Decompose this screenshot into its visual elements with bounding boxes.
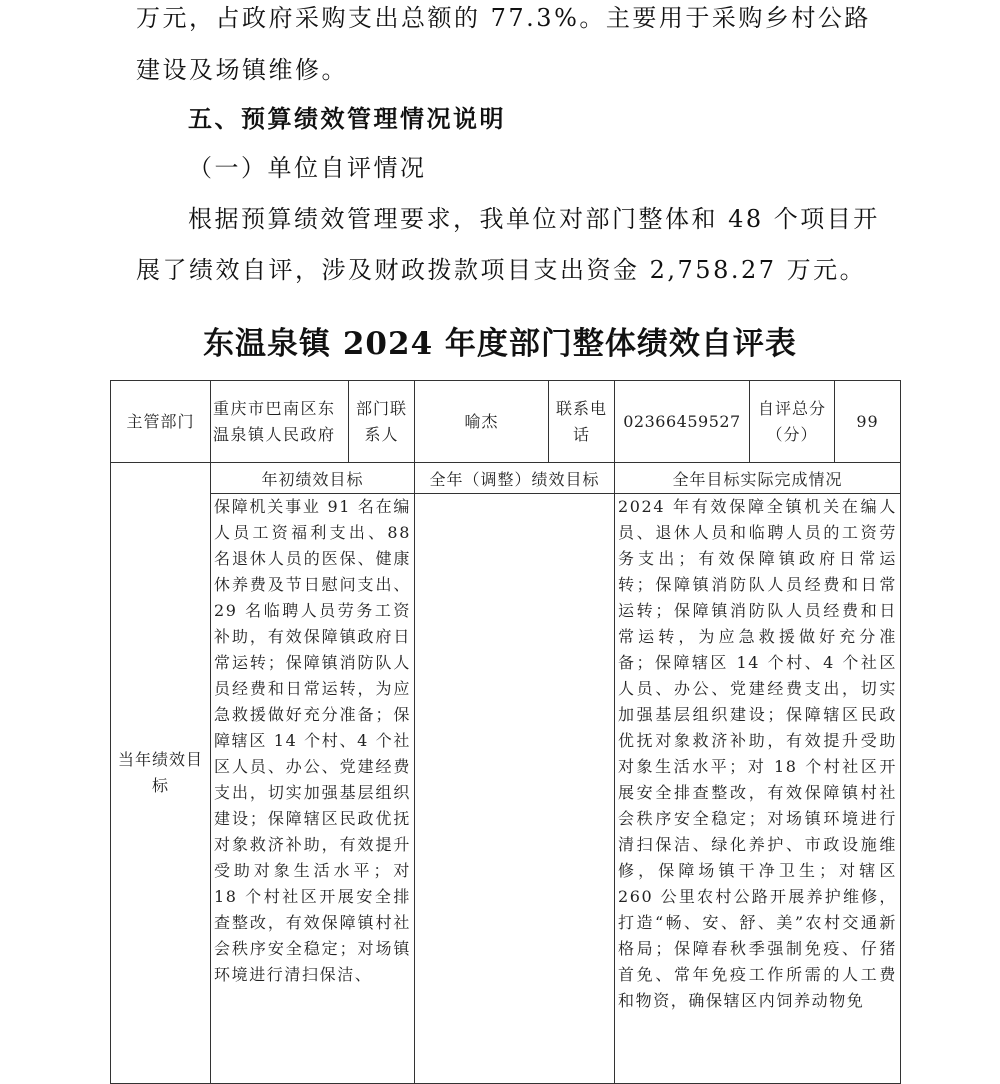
table-row xyxy=(111,463,901,494)
score-label-cell: 自评总分（分） xyxy=(750,381,835,463)
initial-goal-text: 保障机关事业 91 名在编人员工资福利支出、88 名退休人员的医保、健康休养费及节日慰问支出、29 名临聘人员劳务工资补助，有效保障镇政府日常运转；保障镇消防队人员经费和日常运转，为应急救援做好充分准备；保障辖区 14 个村、4 个社区人员、办公、党建经费支出，切实加强基层组织建设；保障辖区民政优抚对象救济补助，有效提升受助对象生活水平；对 18 个村社区开展安全排查整改，有效保障镇村社会秩序安全稳定；对场镇环境进行清扫保洁、 xyxy=(211,494,415,1084)
section-heading: 五、预算绩效管理情况说明 xyxy=(188,104,506,133)
paragraph-line: 万元，占政府采购支出总额的 77.3%。主要用于采购乡村公路 xyxy=(136,4,871,32)
col-header-actual: 全年目标实际完成情况 xyxy=(615,463,901,494)
self-evaluation-table xyxy=(110,380,901,1084)
score-value-cell: 99 xyxy=(835,381,901,463)
dept-label-cell: 主管部门 xyxy=(111,381,211,463)
col-header-initial: 年初绩效目标 xyxy=(211,463,415,494)
goal-label-cell: 当年绩效目标 xyxy=(111,463,211,1084)
col-header-adjusted: 全年（调整）绩效目标 xyxy=(415,463,615,494)
contact-label-cell: 部门联系人 xyxy=(349,381,415,463)
paragraph-line: 展了绩效自评，涉及财政拨款项目支出资金 2,758.27 万元。 xyxy=(136,256,867,284)
phone-value-cell: 02366459527 xyxy=(615,381,750,463)
table-row xyxy=(111,494,901,1084)
subsection-heading: （一）单位自评情况 xyxy=(188,154,427,182)
paragraph-line: 根据预算绩效管理要求，我单位对部门整体和 48 个项目开 xyxy=(188,205,880,233)
adjusted-goal-text xyxy=(415,494,615,1084)
table-row xyxy=(111,381,901,463)
paragraph-line: 建设及场镇维修。 xyxy=(136,56,348,84)
phone-label-cell: 联系电话 xyxy=(549,381,615,463)
table-title: 东温泉镇 2024 年度部门整体绩效自评表 xyxy=(203,326,797,362)
actual-completion-text: 2024 年有效保障全镇机关在编人员、退休人员和临聘人员的工资劳务支出；有效保障镇政府日常运转；保障镇消防队人员经费和日常运转；保障镇消防队人员经费和日常运转，为应急救援做好充分准备；保障辖区 14 个村、4 个社区人员、办公、党建经费支出，切实加强基层组织建设；保障辖区民政优抚对象救济补助，有效提升受助对象生活水平；对 18 个村社区开展安全排查整改，有效保障镇村社会秩序安全稳定；对场镇环境进行清扫保洁、绿化养护、市政设施维修，保障场镇干净卫生；对辖区 260 公里农村公路开展养护维修，打造“畅、安、舒、美”农村交通新格局；保障春秋季强制免疫、仔猪首免、常年免疫工作所需的人工费和物资，确保辖区内饲养动物免 xyxy=(615,494,901,1084)
contact-value-cell: 喻杰 xyxy=(415,381,549,463)
dept-value-cell: 重庆市巴南区东温泉镇人民政府 xyxy=(211,381,349,463)
